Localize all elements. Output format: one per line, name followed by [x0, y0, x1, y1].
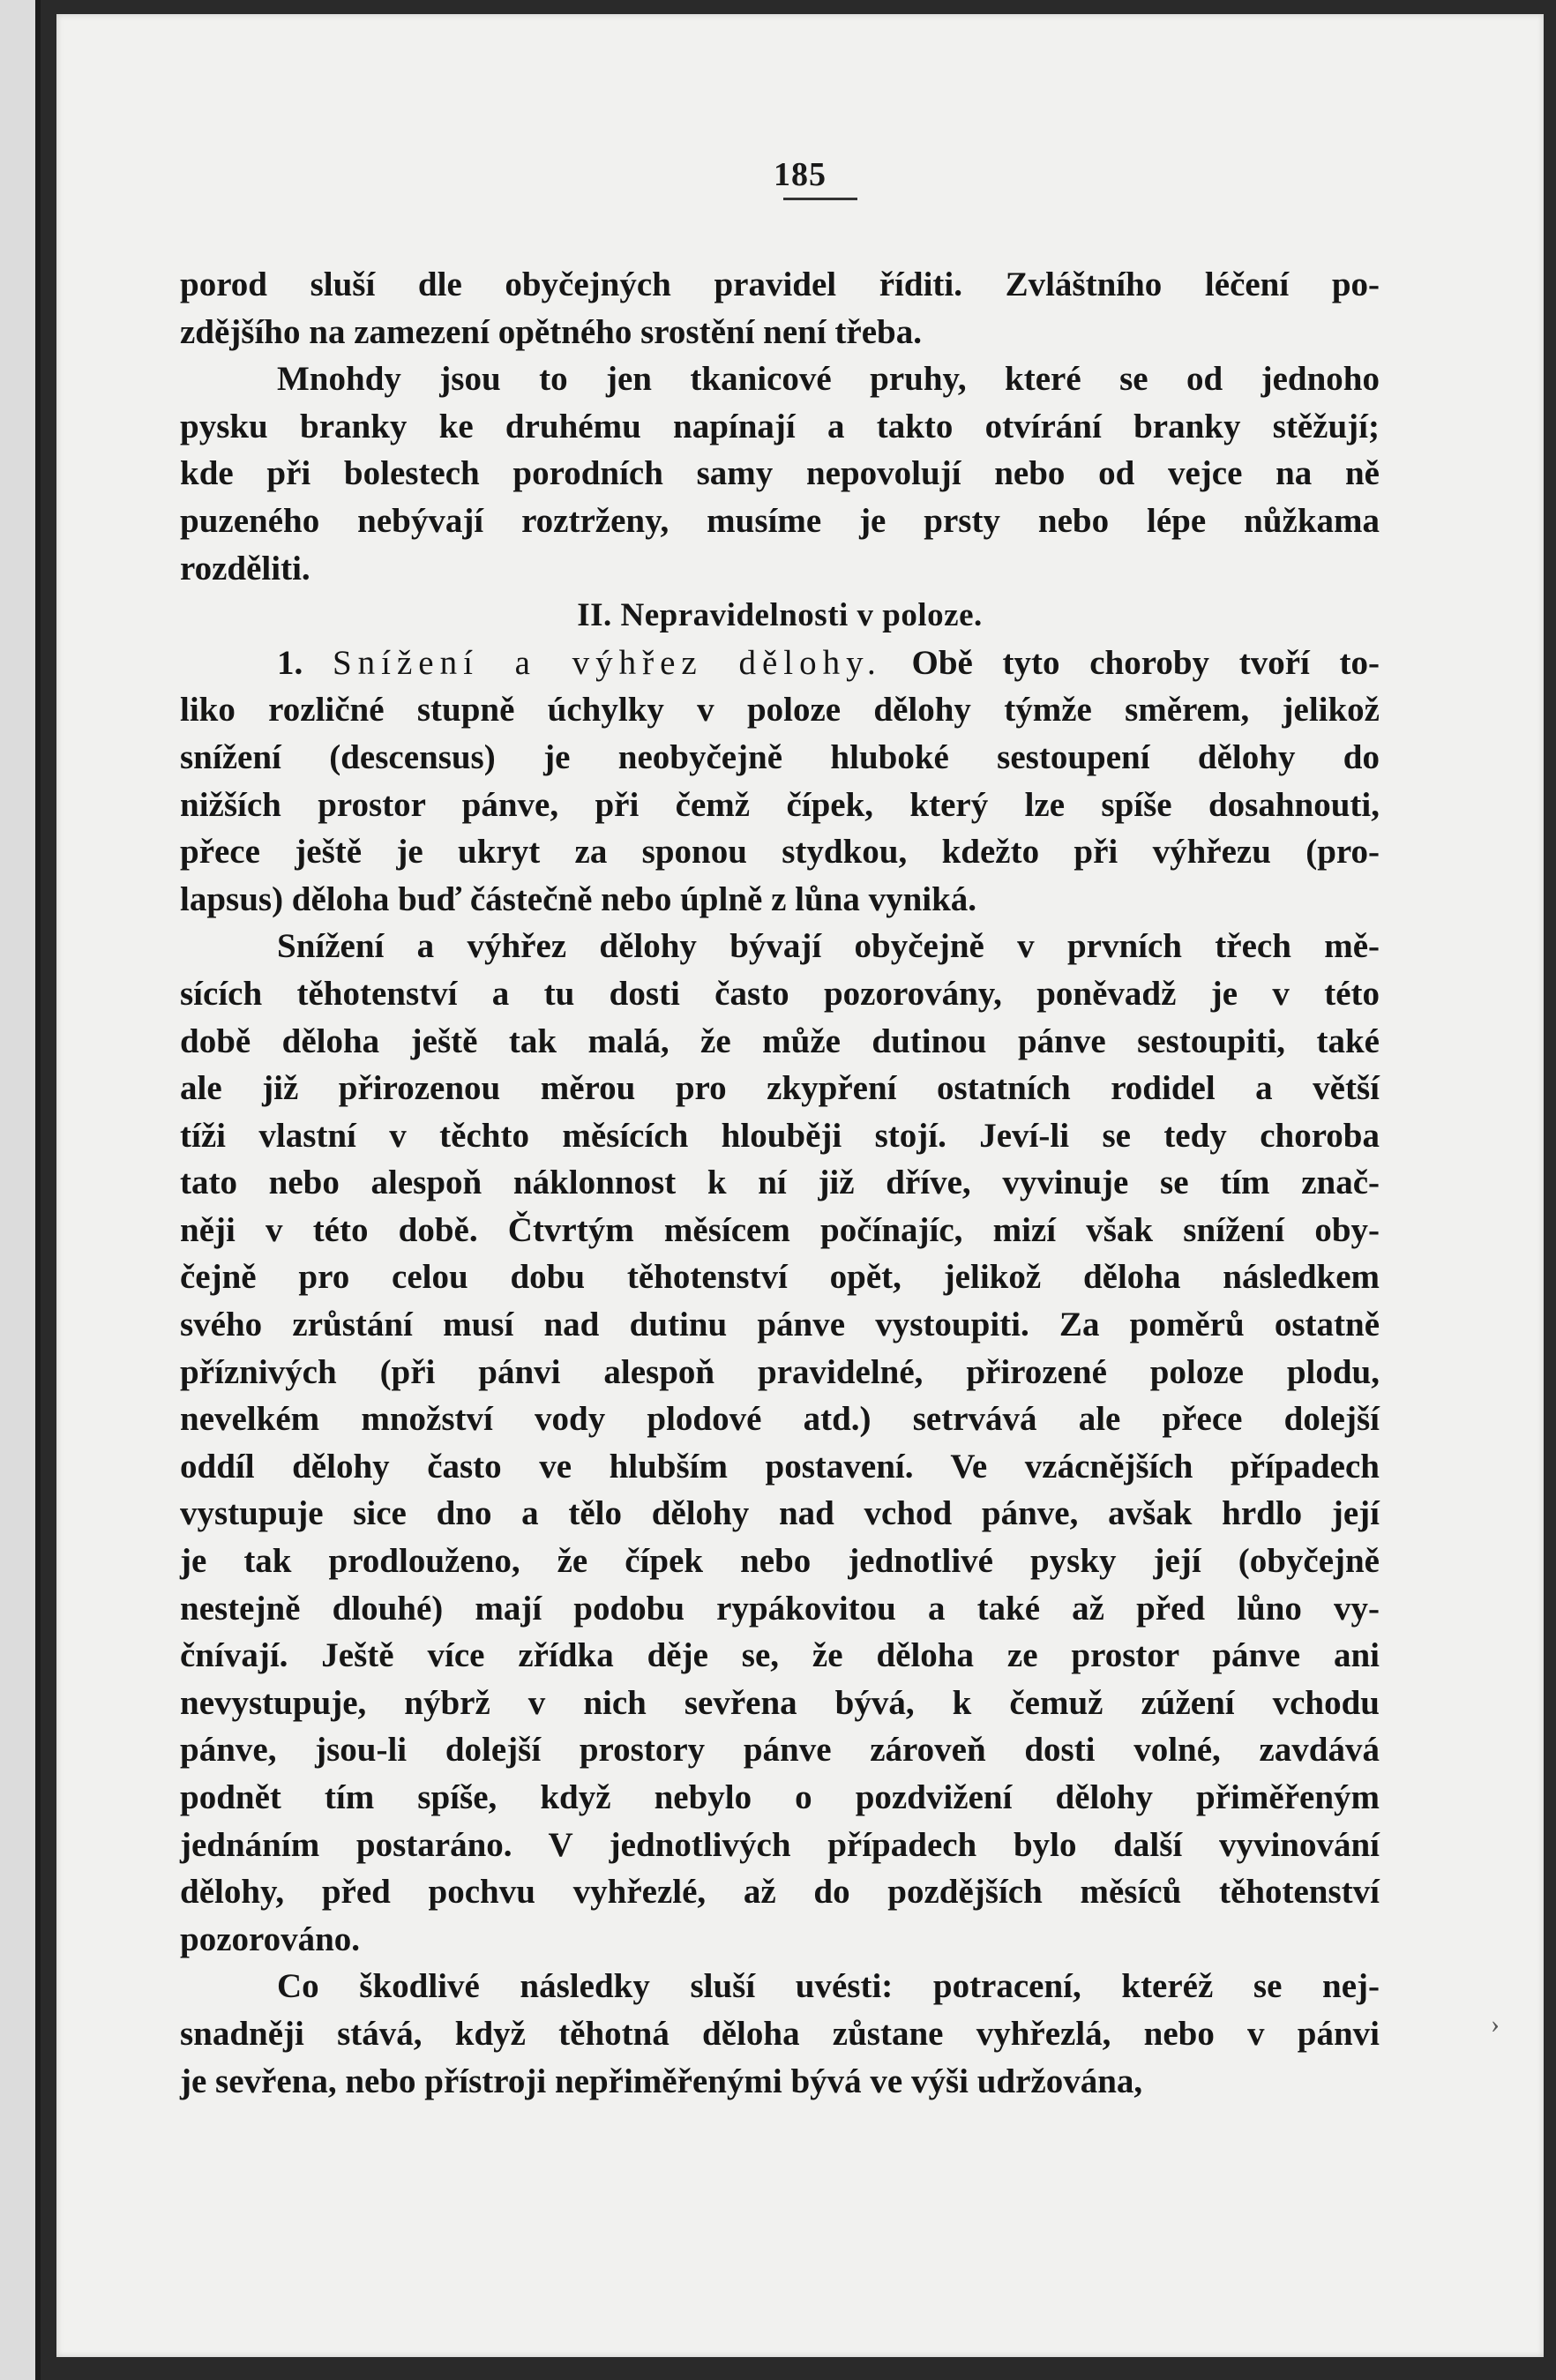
text-line: čejně pro celou dobu těhotenství opět, jelikož děloha následkem [180, 1258, 1380, 1297]
text-line: snížení (descensus) je neobyčejně hluboké sestoupení dělohy do [180, 737, 1380, 776]
text-line: něji v této době. Čtvrtým měsícem počínajíc, mizí však snížení oby- [180, 1210, 1380, 1249]
text-line: nevystupuje, nýbrž v nich sevřena bývá, k čemuž zúžení vchodu [180, 1683, 1380, 1722]
text-line: podnět tím spíše, když nebylo o pozdvižení dělohy přiměřeným [180, 1778, 1380, 1816]
text-line: nevelkém množství vody plodové atd.) setrvává ale přece dolejší [180, 1400, 1380, 1439]
item-number: 1. [277, 643, 333, 682]
text-line: tíži vlastní v těchto měsících hlouběji stojí. Jeví-li se tedy choroba [180, 1116, 1380, 1155]
text-line: svého zrůstání musí nad dutinu pánve vystoupiti. Za poměrů ostatně [180, 1306, 1380, 1344]
text-line: puzeného nebývají roztrženy, musíme je prsty nebo lépe nůžkama [180, 501, 1380, 540]
text-line: době děloha ještě tak malá, že může dutinou pánve sestoupiti, také [180, 1022, 1380, 1060]
text-line [180, 640, 1380, 687]
text-line: porod sluší dle obyčejných pravidel říditi. Zvláštního léčení po- [180, 266, 1380, 303]
text-line: vystupuje sice dno a tělo dělohy nad vchod pánve, avšak hrdlo její [180, 1494, 1380, 1533]
scan-left-edge [0, 0, 41, 2380]
text-line: tato nebo alespoň náklonnost k ní již dříve, vyvinuje se tím znač- [180, 1164, 1380, 1202]
margin-mark: › [1491, 2010, 1500, 2039]
book-page [56, 14, 1544, 2357]
text-line: kde při bolestech porodních samy nepovolují nebo od vejce na ně [180, 454, 1380, 493]
text-line: ale již přirozenou měrou pro zkypření ostatních rodidel a větší [180, 1069, 1380, 1108]
text-line: dělohy, před pochvu vyhřezlé, až do pozdějších měsíců těhotenství [180, 1873, 1380, 1912]
page-number: 185 [774, 156, 827, 193]
text-line: přece ještě je ukryt za sponou stydkou, kdežto při výhřezu (pro- [180, 833, 1380, 872]
text-line-rest: Obě tyto choroby tvoří to- [881, 643, 1380, 682]
section-heading: II. Nepravidelnosti v poloze. [577, 597, 983, 634]
text-line: pozorováno. [180, 1920, 361, 1958]
text-line: rozděliti. [180, 549, 310, 588]
text-line: pysku branky ke druhému napínají a takto otvírání branky stěžují; [180, 407, 1380, 445]
text-line: příznivých (při pánvi alespoň pravidelné, přirozené poloze plodu, [180, 1352, 1380, 1391]
text-line: oddíl dělohy často ve hlubším postavení. Ve vzácnějších případech [180, 1447, 1380, 1486]
text-line: sících těhotenství a tu dosti často pozorovány, poněvadž je v této [180, 974, 1380, 1013]
page-number-underline [783, 198, 857, 200]
text-line: nižších prostor pánve, při čemž čípek, který lze spíše dosahnouti, [180, 785, 1380, 824]
text-line: jednáním postaráno. V jednotlivých případech bylo další vyvinování [180, 1825, 1380, 1864]
text-line: Snížení a výhřez dělohy bývají obyčejně v prvních třech mě- [277, 927, 1380, 966]
body-text [180, 261, 1380, 2105]
text-line: je tak prodlouženo, že čípek nebo jednotlivé pysky její (obyčejně [180, 1542, 1380, 1581]
text-line: čnívají. Ještě více zřídka děje se, že děloha ze prostor pánve ani [180, 1636, 1380, 1675]
text-line: liko rozličné stupně úchylky v poloze dělohy týmže směrem, jelikož [180, 691, 1380, 730]
text-line: Mnohdy jsou to jen tkanicové pruhy, které se od jednoho [277, 360, 1380, 399]
text-line: zdějšího na zamezení opětného srostění není třeba. [180, 312, 922, 351]
text-line: lapsus) děloha buď částečně nebo úplně z lůna vyniká. [180, 879, 977, 918]
subsection-title: Snížení a výhřez dělohy. [332, 643, 882, 682]
text-line: pánve, jsou-li dolejší prostory pánve zároveň dosti volné, zavdává [180, 1731, 1380, 1770]
text-line: snadněji stává, když těhotná děloha zůstane vyhřezlá, nebo v pánvi [180, 2014, 1380, 2053]
text-line: nestejně dlouhé) mají podobu rypákovitou a také až před lůno vy- [180, 1589, 1380, 1628]
text-line: Co škodlivé následky sluší uvésti: potracení, kteréž se nej- [277, 1967, 1380, 2006]
text-line: je sevřena, nebo přístroji nepřiměřenými bývá ve výši udržována, [180, 2062, 1143, 2100]
